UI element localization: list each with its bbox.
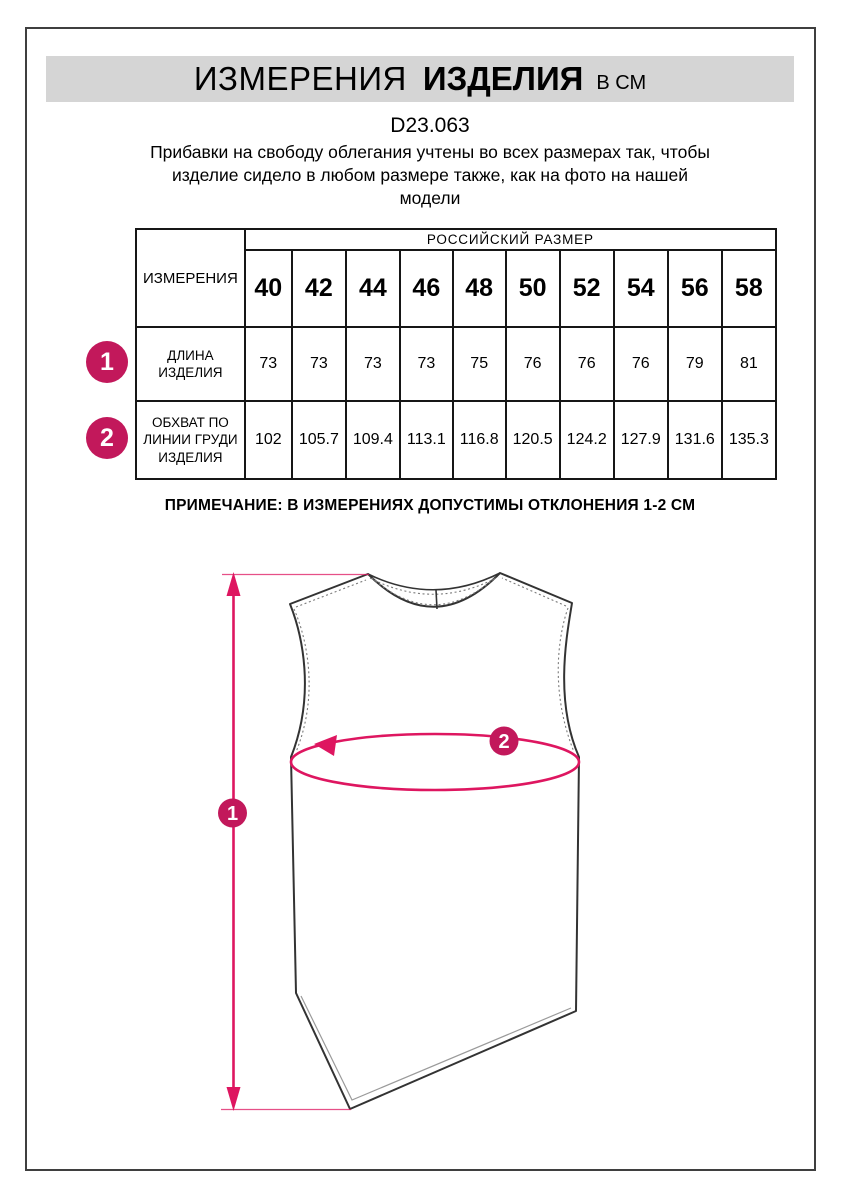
page-title-unit: В СМ	[596, 71, 647, 94]
length-val-46: 73	[400, 327, 453, 401]
diagram-badge-2-num: 2	[498, 731, 510, 753]
note-text: ПРИМЕЧАНИЕ: В ИЗМЕРЕНИЯХ ДОПУСТИМЫ ОТКЛОНЕНИЯ 1-2 СМ	[164, 497, 696, 514]
diagram-badge-1-num: 1	[226, 803, 239, 825]
chest-val-56: 131.6	[668, 401, 722, 479]
size-col-46: 46	[400, 250, 453, 327]
measure-2-badge: 2	[86, 417, 128, 459]
garment-technical-drawing	[195, 550, 620, 1130]
product-code: D23.063	[390, 114, 470, 137]
length-val-40: 73	[245, 327, 292, 401]
size-col-42: 42	[292, 250, 346, 327]
length-arrowhead-up	[227, 572, 241, 596]
chest-val-46: 113.1	[400, 401, 453, 479]
chest-val-48: 116.8	[453, 401, 506, 479]
intro-line-3: модели	[399, 188, 461, 208]
size-col-56: 56	[668, 250, 722, 327]
back-neckline	[368, 573, 500, 590]
row-label-chest: ОБХВАТ ПО ЛИНИИ ГРУДИ ИЗДЕЛИЯ	[136, 401, 245, 479]
measure-1-badge: 1	[86, 341, 128, 383]
row-label-length: ДЛИНА ИЗДЕЛИЯ	[136, 327, 245, 401]
size-group-header: РОССИЙСКИЙ РАЗМЕР	[245, 229, 776, 250]
length-val-54: 76	[614, 327, 668, 401]
length-val-50: 76	[506, 327, 560, 401]
chest-val-58: 135.3	[722, 401, 776, 479]
chest-val-40: 102	[245, 401, 292, 479]
intro-text	[40, 141, 820, 210]
size-table	[135, 228, 777, 480]
length-val-52: 76	[560, 327, 614, 401]
title-bar	[46, 56, 794, 102]
length-val-56: 79	[668, 327, 722, 401]
size-col-40: 40	[245, 250, 292, 327]
chest-val-54: 127.9	[614, 401, 668, 479]
size-col-44: 44	[346, 250, 400, 327]
length-val-42: 73	[292, 327, 346, 401]
size-col-54: 54	[614, 250, 668, 327]
length-arrowhead-down	[227, 1087, 241, 1111]
length-val-48: 75	[453, 327, 506, 401]
length-val-58: 81	[722, 327, 776, 401]
length-val-44: 73	[346, 327, 400, 401]
table-row-chest	[136, 401, 776, 479]
garment-outline	[290, 573, 579, 1109]
size-col-48: 48	[453, 250, 506, 327]
size-col-58: 58	[722, 250, 776, 327]
intro-line-2: изделие сидело в любом размере также, как на фото на нашей	[171, 165, 689, 185]
size-col-50: 50	[506, 250, 560, 327]
chest-val-50: 120.5	[506, 401, 560, 479]
chest-val-52: 124.2	[560, 401, 614, 479]
table-row-length	[136, 327, 776, 401]
center-back-seam	[436, 590, 437, 609]
intro-line-1: Прибавки на свободу облегания учтены во всех размерах так, чтобы	[150, 142, 710, 162]
table-corner-header: ИЗМЕРЕНИЯ	[136, 229, 245, 327]
size-col-52: 52	[560, 250, 614, 327]
page-title-word2: ИЗДЕЛИЯ	[422, 60, 584, 97]
page-title-word1: ИЗМЕРЕНИЯ	[193, 60, 407, 97]
chest-val-42: 105.7	[292, 401, 346, 479]
chest-val-44: 109.4	[346, 401, 400, 479]
